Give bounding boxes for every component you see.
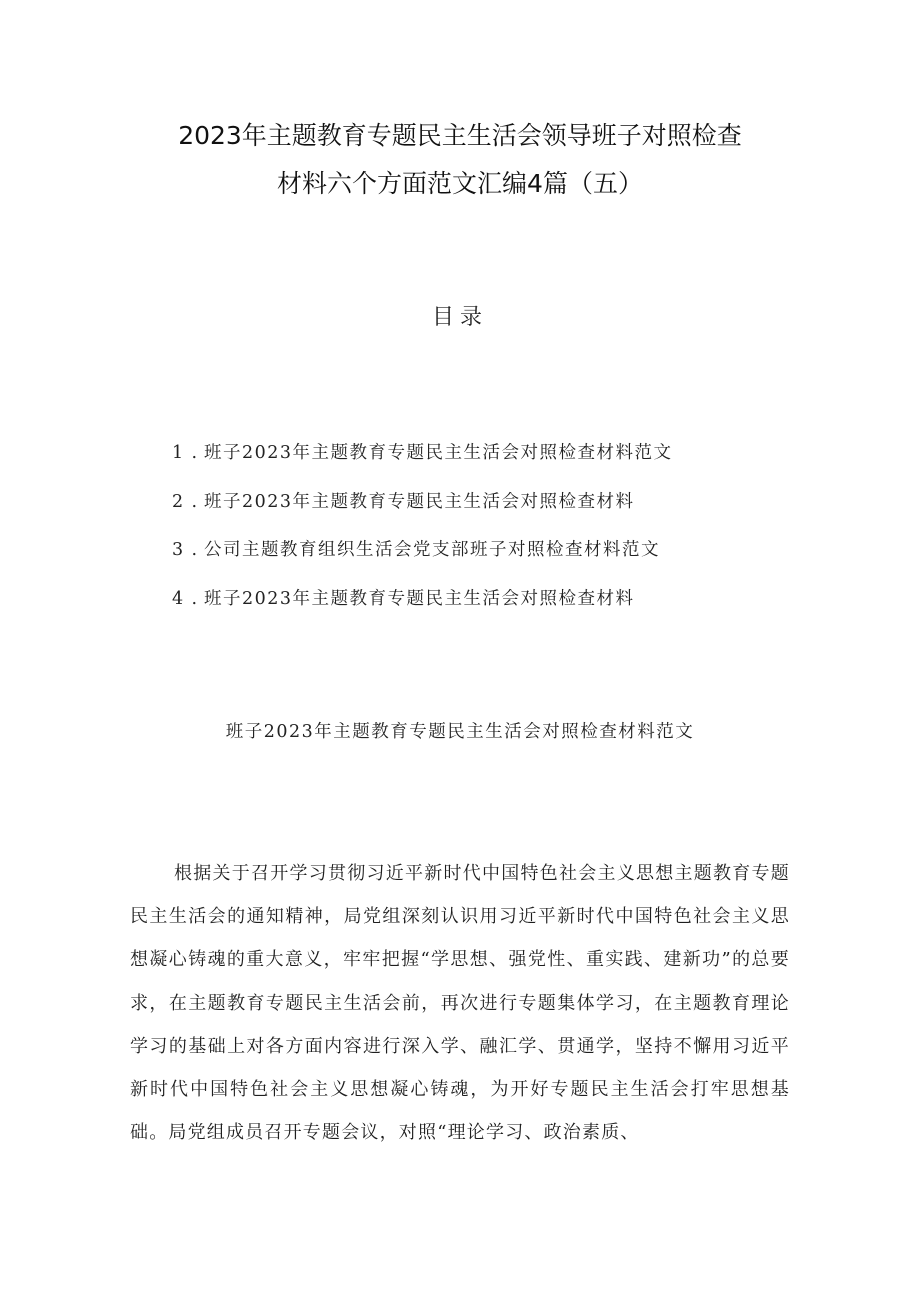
document-title-line-1: 2023年主题教育专题民主生活会领导班子对照检查: [178, 121, 742, 150]
toc-item-separator: .: [191, 443, 199, 463]
toc-item-text: 公司主题教育组织生活会党支部班子对照检查材料范文: [204, 540, 660, 560]
toc-item-number: 1: [172, 443, 185, 463]
table-of-contents: [172, 436, 792, 630]
toc-item[interactable]: [172, 485, 792, 534]
toc-item-separator: .: [191, 588, 199, 609]
toc-item-text: 班子2023年主题教育专题民主生活会对照检查材料: [204, 588, 635, 609]
toc-item-text: 班子2023年主题教育专题民主生活会对照检查材料: [204, 491, 635, 512]
body-paragraph: 根据关于召开学习贯彻习近平新时代中国特色社会主义思想主题教育专题民主生活会的通知精神，局党组深刻认识用习近平新时代中国特色社会主义思想凝心铸魂的重大意义，牢牢把握“学思想、强党性、重实践、建新功”的总要求，在主题教育专题民主生活会前，再次进行专题集体学习，在主题教育理论学习的基础上对各方面内容进行深入学、融汇学、贯通学，坚持不懈用习近平新时代中国特色社会主义思想凝心铸魂，为开好专题民主生活会打牢思想基础。局党组成员召开专题会议，对照“理论学习、政治素质、: [130, 863, 790, 1144]
document-title: [0, 112, 920, 208]
toc-item-number: 2: [172, 491, 185, 512]
toc-item-separator: .: [191, 491, 199, 512]
section-title: 班子2023年主题教育专题民主生活会对照检查材料范文: [225, 722, 695, 742]
toc-item-number: 4: [172, 588, 185, 609]
toc-item-number: 3: [172, 540, 185, 560]
toc-item-text: 班子2023年主题教育专题民主生活会对照检查材料范文: [204, 443, 673, 463]
toc-item[interactable]: [172, 436, 792, 485]
toc-item[interactable]: [172, 582, 792, 631]
toc-heading: 目录: [431, 305, 488, 330]
toc-item[interactable]: [172, 533, 792, 582]
toc-item-separator: .: [191, 540, 199, 560]
document-title-line-2: 材料六个方面范文汇编4篇（五）: [277, 169, 643, 198]
